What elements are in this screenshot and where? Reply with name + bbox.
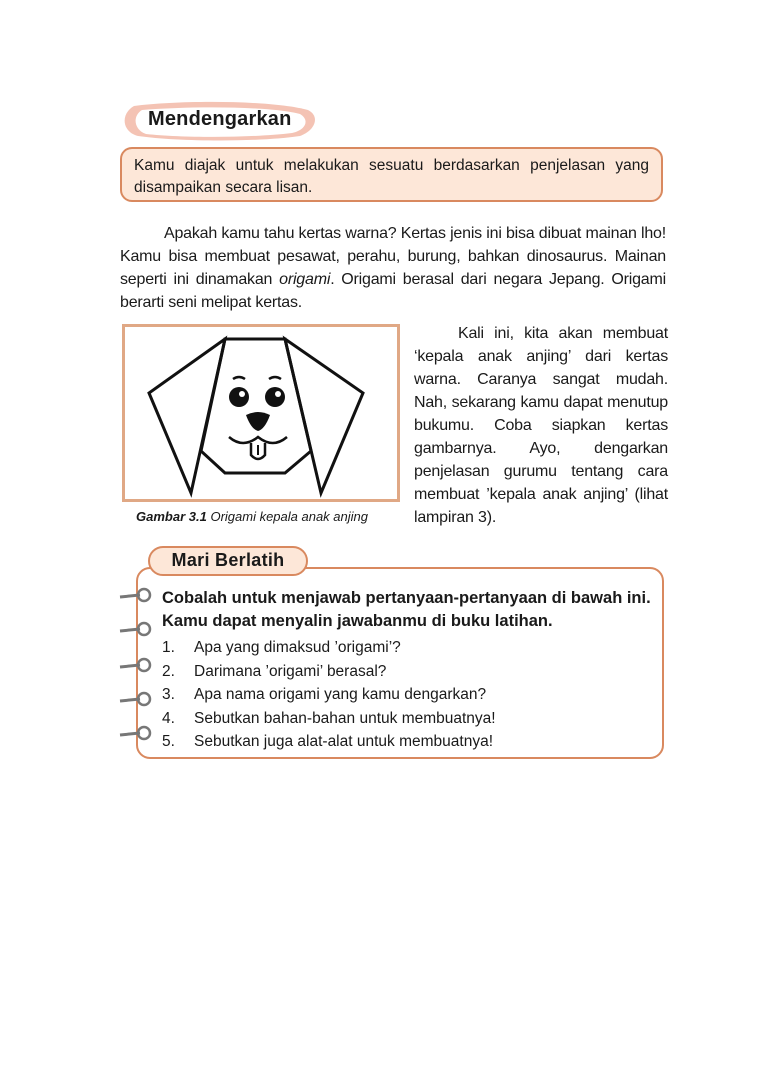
question-text: Apa nama origami yang kamu dengarkan? [194, 686, 487, 703]
practice-title: Mari Berlatih [148, 546, 308, 576]
ring-icon [118, 689, 154, 709]
question-item [162, 660, 656, 684]
question-text: Apa yang dimaksud ’origami’? [194, 639, 401, 656]
side-paragraph-text: Kali ini, kita akan membuat ‘kepala anak anjing’ dari kertas warna. Caranya sangat mudah. Nah, sekarang kamu dapat menutup bukumu. Coba siapkan kertas gambarnya. Ayo, dengarkan penjelasan gurumu tentang cara membuat ’kepala anak anjing’ (lihat lampiran 3). [414, 325, 668, 526]
intro-paragraph [120, 222, 666, 314]
question-item [162, 707, 656, 731]
practice-intro: Cobalah untuk menjawab pertanyaan-pertanyaan di bawah ini. Kamu dapat menyalin jawabanmu di buku latihan. [162, 589, 651, 630]
origami-dog-image [125, 327, 397, 499]
question-item [162, 683, 656, 707]
instruction-box: Kamu diajak untuk melakukan sesuatu berdasarkan penjelasan yang disampaikan secara lisan. [120, 147, 663, 202]
figure-caption-text: Origami kepala anak anjing [210, 509, 368, 524]
ring-icon [118, 585, 154, 605]
section-header [120, 100, 316, 142]
dog-nose [246, 412, 270, 431]
dog-right-ear [285, 339, 363, 493]
question-number: 2. [162, 662, 175, 680]
question-item [162, 636, 656, 660]
question-item [162, 730, 656, 754]
figure-caption [136, 509, 368, 524]
ring-icon [118, 723, 154, 743]
question-text: Darimana ’origami’ berasal? [194, 662, 387, 680]
section-title: Mendengarkan [148, 108, 292, 130]
question-text: Sebutkan juga alat-alat untuk membuatnya! [194, 733, 493, 750]
side-paragraph [414, 322, 668, 529]
figure-frame [122, 324, 400, 502]
question-number: 4. [162, 709, 175, 727]
question-list [162, 636, 656, 754]
dog-left-ear [149, 339, 225, 493]
ring-icon [118, 655, 154, 675]
question-number: 3. [162, 686, 175, 703]
intro-text-after: . Origami berasal dari negara Jepang. Origami berarti seni melipat kertas. [120, 271, 666, 311]
dog-mouth [229, 437, 287, 443]
intro-text-italic: origami [279, 271, 331, 288]
question-number: 1. [162, 639, 175, 656]
question-number: 5. [162, 733, 175, 750]
dog-left-eye [229, 387, 249, 407]
question-text: Sebutkan bahan-bahan untuk membuatnya! [194, 709, 496, 727]
intro-text-before: Apakah kamu tahu kertas warna? Kertas jenis ini bisa dibuat mainan lho! Kamu bisa membuat pesawat, perahu, burung, bahkan dinosaurus. Mainan seperti ini dinamakan [120, 225, 666, 288]
dog-right-eye [265, 387, 285, 407]
figure-label: Gambar 3.1 [136, 509, 207, 524]
ring-icon [118, 619, 154, 639]
